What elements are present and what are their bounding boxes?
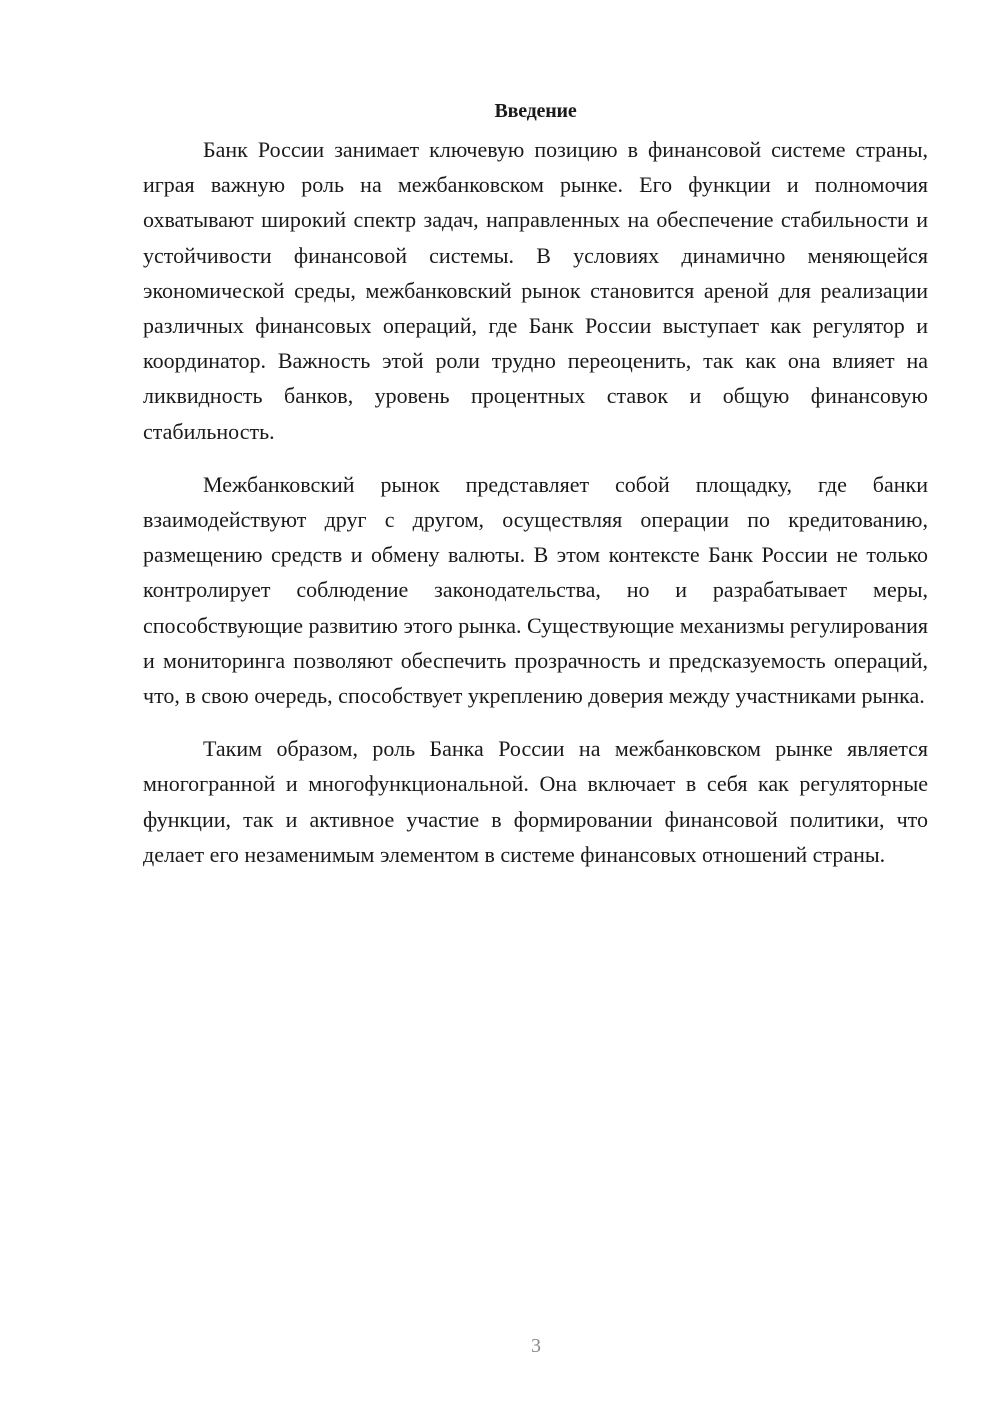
page-number-footer	[0, 1333, 1000, 1359]
page-content	[143, 96, 928, 890]
paragraph-1: Банк России занимает ключевую позицию в финансовой системе страны, играя важную роль на межбанковском рынке. Его функции и полномочия охватывают широкий спектр задач, направленных на обеспечение стабильности и устойчивости финансовой системы. В условиях динамично меняющейся экономической среды, межбанковский рынок становится ареной для реализации различных финансовых операций, где Банк России выступает как регулятор и координатор. Важность этой роли трудно переоценить, так как она влияет на ликвидность банков, уровень процентных ставок и общую финансовую стабильность.	[143, 137, 928, 444]
paragraph-2: Межбанковский рынок представляет собой площадку, где банки взаимодействуют друг с другом, осуществляя операции по кредитованию, размещению средств и обмену валюты. В этом контексте Банк России не только контролирует соблюдение законодательства, но и разрабатывает меры, способствующие развитию этого рынка. Существующие механизмы регулирования и мониторинга позволяют обеспечить прозрачность и предсказуемость операций, что, в свою очередь, способствует укреплению доверия между участниками рынка.	[143, 471, 928, 709]
page-number: 3	[531, 1335, 541, 1357]
paragraph-3: Таким образом, роль Банка России на межбанковском рынке является многогранной и многофункциональной. Она включает в себя как регуляторные функции, так и активное участие в формировании финансовой политики, что делает его незаменимым элементом в системе финансовых отношений страны.	[143, 736, 928, 867]
section-title: Введение	[494, 100, 577, 122]
